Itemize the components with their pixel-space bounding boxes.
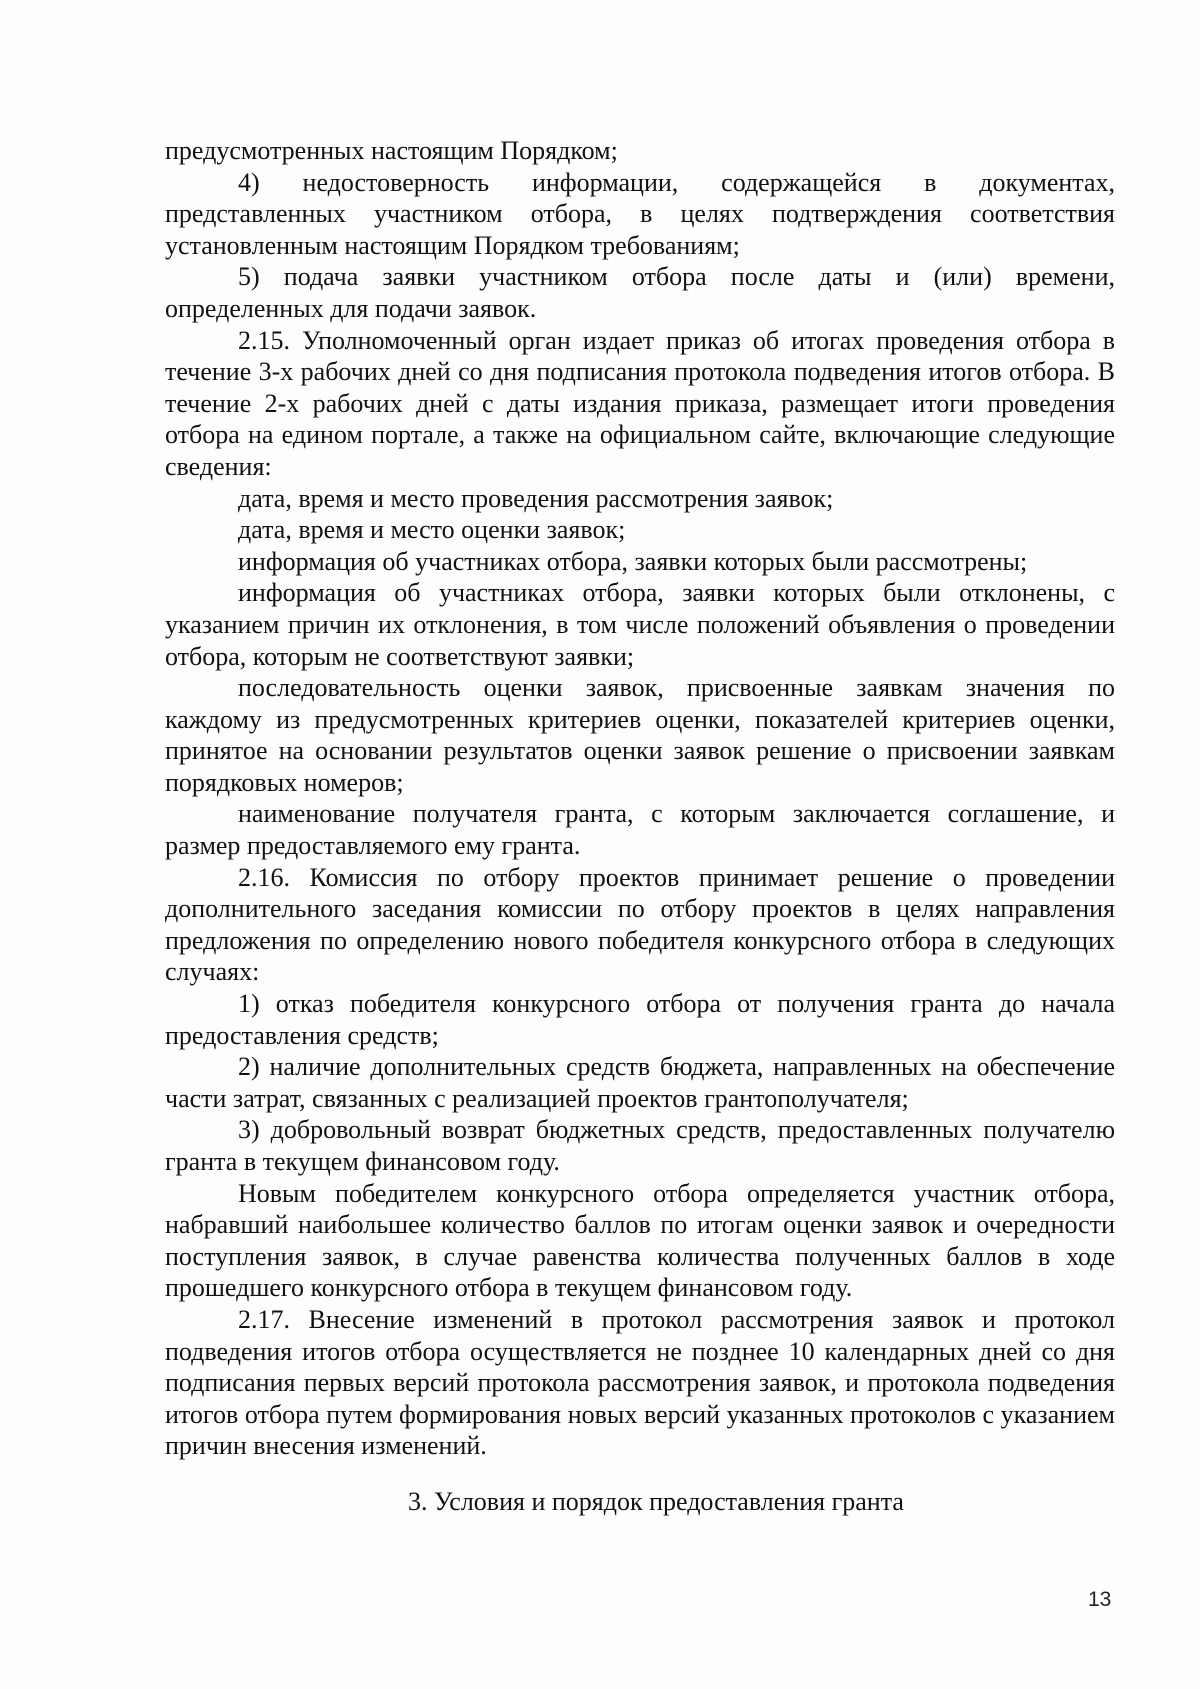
paragraph-list-recipient: наименование получателя гранта, с которым заключается соглашение, и размер предоставляемого ему гранта. bbox=[165, 799, 1115, 861]
paragraph-item-4: 4) недостоверность информации, содержащейся в документах, представленных участником отбора, в целях подтверждения соответствия установленным настоящим Порядком требованиям; bbox=[165, 167, 1115, 260]
paragraph-list-rejected: информация об участниках отбора, заявки которых были отклонены, с указанием причин их отклонения, в том числе положений объявления о проведении отбора, которым не соответствуют заявки; bbox=[165, 578, 1115, 671]
page-number: 13 bbox=[1088, 1588, 1112, 1611]
document-body bbox=[165, 135, 1115, 1518]
paragraph-case-1: 1) отказ победителя конкурсного отбора от получения гранта до начала предоставления средств; bbox=[165, 989, 1115, 1050]
paragraph-case-2: 2) наличие дополнительных средств бюджета, направленных на обеспечение части затрат, связанных с реализацией проектов грантополучателя; bbox=[165, 1052, 1115, 1113]
paragraph-2-15: 2.15. Уполномоченный орган издает приказ об итогах проведения отбора в течение 3-х рабочих дней со дня подписания протокола подведения итогов отбора. В течение 2-х рабочих дней с даты издания приказа, размещает итоги проведения отбора на едином портале, а также на официальном сайте, включающие следующие сведения: bbox=[165, 325, 1115, 481]
paragraph-continuation: предусмотренных настоящим Порядком; bbox=[165, 136, 618, 165]
paragraph-new-winner: Новым победителем конкурсного отбора определяется участник отбора, набравший наибольшее количество баллов по итогам оценки заявок и очередности поступления заявок, в случае равенства количества полученных баллов в ходе прошедшего конкурсного отбора в текущем финансовом году. bbox=[165, 1178, 1115, 1303]
paragraph-case-3: 3) добровольный возврат бюджетных средств, предоставленных получателю гранта в текущем финансовом году. bbox=[165, 1115, 1115, 1176]
paragraph-list-sequence: последовательность оценки заявок, присвоенные заявкам значения по каждому из предусмотренных критериев оценки, показателей критериев оценки, принятое на основании результатов оценки заявок решение о присвоении заявкам порядковых номеров; bbox=[165, 673, 1115, 797]
paragraph-list-reviewed: информация об участниках отбора, заявки которых были рассмотрены; bbox=[238, 546, 1028, 576]
paragraph-2-17: 2.17. Внесение изменений в протокол рассмотрения заявок и протокол подведения итогов отбора осуществляется не позднее 10 календарных дней со дня подписания первых версий протокола рассмотрения заявок, и протокола подведения итогов отбора путем формирования новых версий указанных протоколов с указанием причин внесения изменений. bbox=[165, 1304, 1115, 1461]
paragraph-item-5: 5) подача заявки участником отбора после даты и (или) времени, определенных для подачи заявок. bbox=[165, 262, 1115, 323]
paragraph-list-date-evaluation: дата, время и место оценки заявок; bbox=[238, 515, 626, 545]
paragraph-list-date-review: дата, время и место проведения рассмотрения заявок; bbox=[238, 483, 834, 513]
paragraph-2-16: 2.16. Комиссия по отбору проектов принимает решение о проведении дополнительного заседания комиссии по отбору проектов в целях направления предложения по определению нового победителя конкурсного отбора в следующих случаях: bbox=[165, 862, 1115, 987]
section-heading: 3. Условия и порядок предоставления гранта bbox=[408, 1486, 904, 1516]
